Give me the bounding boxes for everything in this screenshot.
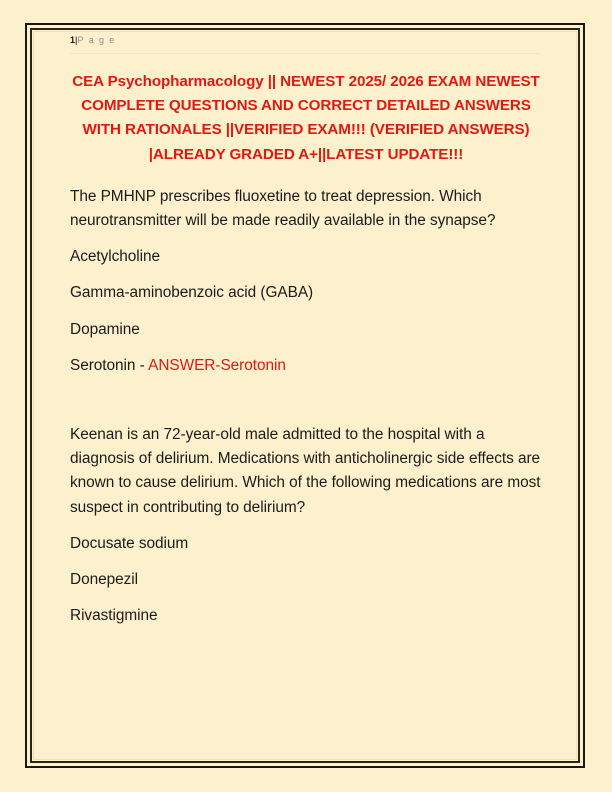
document-body — [70, 70, 542, 628]
question-1-answer-value: ANSWER-Serotonin — [148, 356, 286, 374]
question-2-option-1: Docusate sodium — [70, 534, 189, 552]
question-1-option-2: Gamma-aminobenzoic acid (GABA) — [70, 284, 314, 302]
question-1-option-3: Dopamine — [70, 320, 140, 338]
question-2-option-3: Rivastigmine — [70, 607, 158, 625]
header-separator: | — [75, 35, 78, 45]
page-header-text — [70, 33, 540, 47]
header-page-number: 1 — [70, 35, 76, 45]
question-2-option-2: Donepezil — [70, 571, 138, 589]
header-page-label: P a g e — [77, 35, 116, 45]
section-spacer — [70, 378, 542, 412]
page-title: CEA Psychopharmacology || NEWEST 2025/ 2026 EXAM NEWEST COMPLETE QUESTIONS AND CORRECT DETAILED ANSWERS WITH RATIONALES ||VERIFIED EXAM!!! (VERIFIED ANSWERS) |ALREADY GRADED A+||LATEST UPDATE!!! — [72, 73, 540, 163]
question-1-stem: The PMHNP prescribes fluoxetine to treat depression. Which neurotransmitter will be made readily available in the synapse? — [70, 187, 496, 230]
question-1-answer-prefix: Serotonin - — [70, 356, 149, 374]
question-1-answer-line — [70, 342, 542, 378]
header-divider — [70, 53, 540, 54]
question-2-stem: Keenan is an 72-year-old male admitted to the hospital with a diagnosis of delirium. Medications with anticholinergic side effects are known to cause delirium. Which of the following medications are most suspect in contributing to delirium? — [70, 426, 541, 516]
running-header — [70, 33, 540, 55]
question-1-option-1: Acetylcholine — [70, 248, 161, 266]
